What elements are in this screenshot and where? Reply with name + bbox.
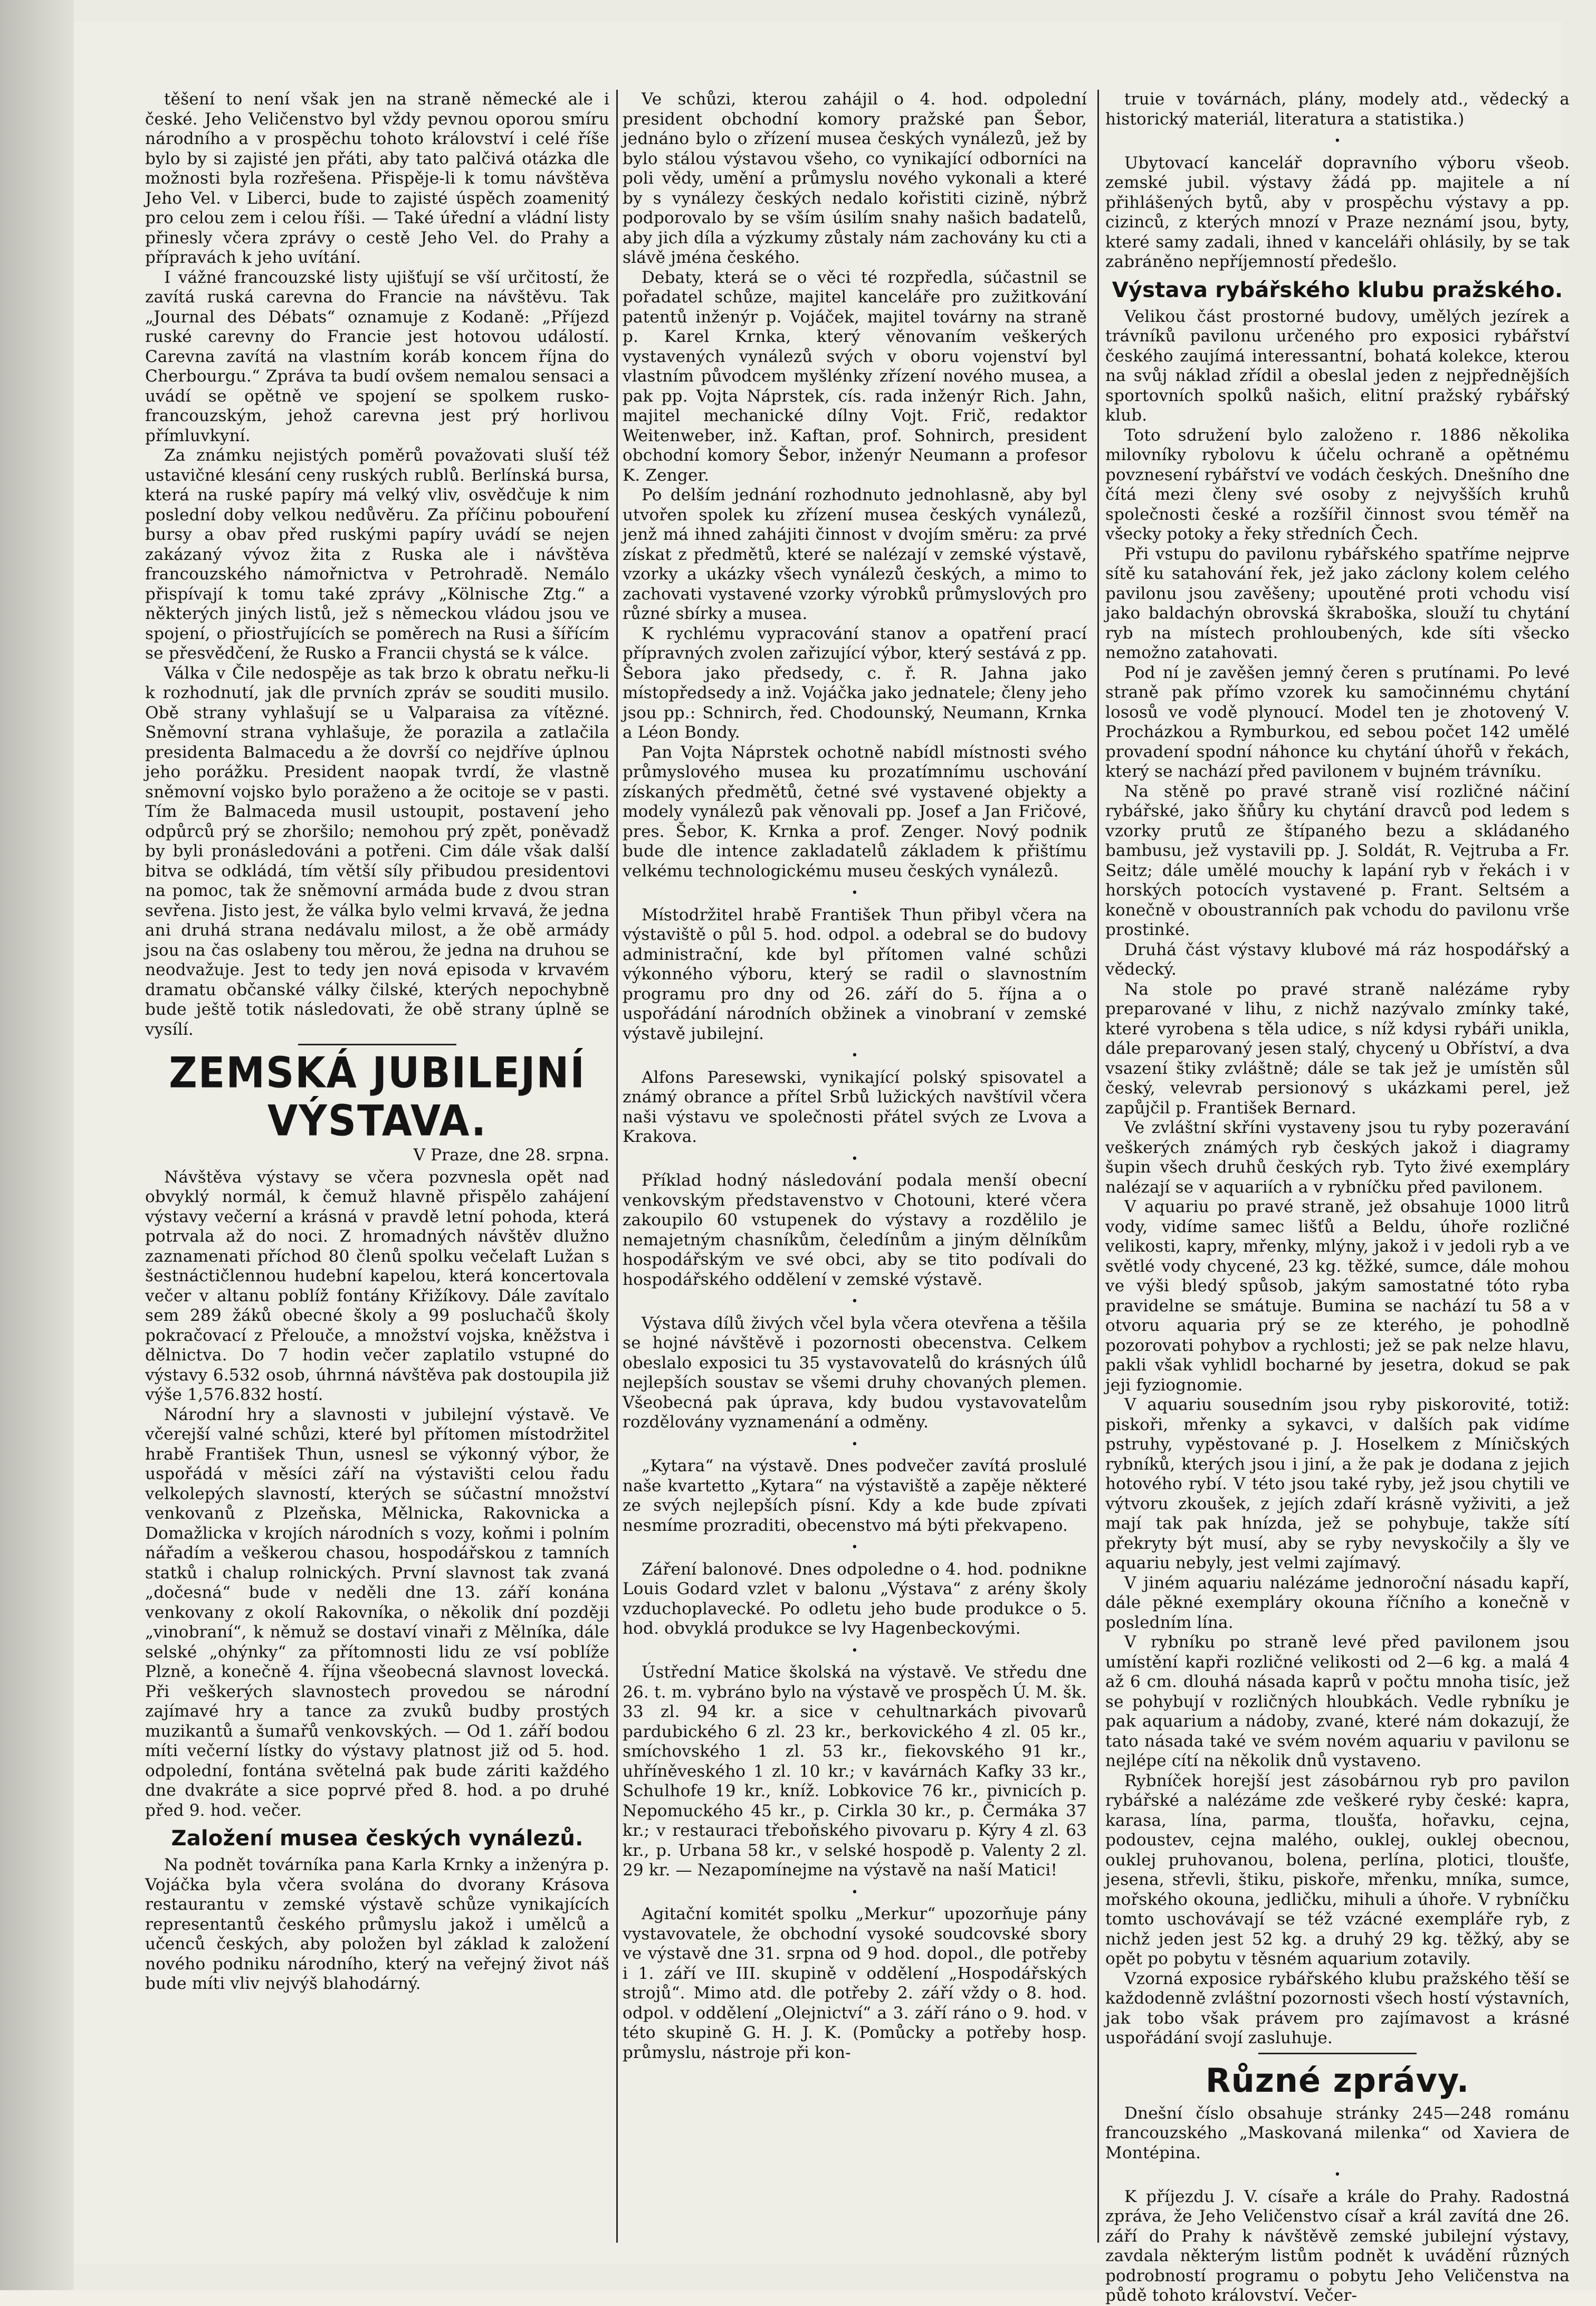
paragraph: Na stěně po pravé straně visí rozličné náčiní rybářské, jako šňůry ku chytání dravců pod ledem s vzorky prutů ze štípaného bezu a skládaného bambusu, jež vystavili pp. J. Soldát, R. Vejtruba a Fr. Seitz; dále umělé mouchy k lapání ryb v řekách i v horských potocích vystavené p. Frant. Seltsém a konečně v oboustranních pak vchodu do pavilonu vrše prostinké. xyxy=(1105,782,1570,939)
column-1 xyxy=(145,90,609,2243)
paragraph: Národní hry a slavnosti v jubilejní výstavě. Ve včerejší valné schůzi, které byl přítomen místodržitel hrabě František Thun, usnesl se výkonný výbor, že uspořádá v měsíci září na výstavišti celou řadu velkolepých slavností, kterých se súčastní množství venkovanů z Plzeňska, Mělnicka, Rakovnicka a Domažlicka v krojích národních s vozy, koňmi i polním nářadím a veškerou chasou, hospodářskou z tamních statků i chalup rolnických. První slavnost tak zvaná „dočesná“ bude v neděli dne 13. září konána venkovany z okolí Rakovníka, o několik dní později „vinobraní“, k němuž se dostaví vinaři z Mělníka, dále selské „ohýnky“ za přítomnosti lidu ze vsí poblíže Plzně, a konečně 4. října všeobecná slavnost lovecká. Při veškerých slavnostech provedou se národní zajímavé hry a tance za zvuků budby prostých muzikantů a šumařů venkovských. — Od 1. září bodou míti večerní lístky do výstavy platnost již od 5. hod. odpolední, fontána světelná pak bude záriti každého dne dvakráte a sice poprvé před 8. hod. a po druhé před 9. hod. večer. xyxy=(145,1405,609,1820)
paragraph: Pan Vojta Náprstek ochotně nabídl místnosti svého průmyslového musea ku prozatímnímu uschování získaných předmětů, četné své vystavené objekty a modely vynálezů pak věnovali pp. Josef a Jan Fričové, pres. Šebor, K. Krnka a prof. Zenger. Nový podnik bude dle intence zakladatelů základem k přištímu velkému technologickému museu českých vynálezů. xyxy=(623,742,1087,881)
paragraph: V aquariu po pravé straně, jež obsahuje 1000 litrů vody, vidíme samec lišťů a Beldu, úhoře rozličné velikosti, kapry, mřenky, mlýny, jakož i v jedoli ryb a ve světlé vody chycené, 23 kg. těžké, sumce, dále mohou ve výši bledý spůsob, jakým samostatné tóto ryba pravidelne se smátuje. Bumina se nachází tu 58 a v otvoru aquaria prý se ze kterého, je pohodlně pozorovati pohybov a rychlosti; jež se pak nelze hlavu, pakli však vyhlidl bocharné by jesetra, dokud se pak jeji fyziognomie. xyxy=(1105,1197,1570,1395)
paragraph: Ve schůzi, kterou zahájil o 4. hod. odpolední president obchodní komory pražské pan Šebor, jednáno bylo o zřízení musea českých vynálezů, jež by bylo stálou výstavou všeho, co vynikající odborníci na poli vědy, umění a průmyslu nového vykonali a které by s vynálezy českých nedalo kořistiti cizině, nýbrž podporovalo by se vším úsilím snahy našich badatelů, aby jich díla a výzkumy zůstaly nám zachovány ku cti a slávě jména českého. xyxy=(623,90,1087,267)
separator: • xyxy=(1334,135,1341,148)
separator: • xyxy=(851,887,858,900)
paragraph: Válka v Čile nedospěje as tak brzo k obratu neřku-li k rozhodnutí, jak dle prvních zpráv se souditi musilo. Obě strany vyhlašují se u Valparaisa za vítězné. Sněmovní strana vyhlašuje, že porazila a zatlačila presidenta Balmacedu a že dovrší co nejdříve úplnou jeho porážku. President naopak tvrdí, že vlastně sněmovní vojsko bylo poraženo a že ocitoje se v pasti. Tím že Balmaceda musil ustoupit, postavení jeho odpůrců prý se zhoršilo; nemohou prý zpět, poněvadž by byli pronásledováni a potřeni. Cim dále však další bitva se odkládá, tím větší síly přibudou presidentovi na pomoc, tak že sněmovní armáda bude z dvou stran sevřena. Jisto jest, že válka bylo velmi krvavá, že jedna ani druhá strana nedávalu milost, a že obě armády jsou na čas oslabeny tou měrou, že jedna na druhou se neodvažuje. Jest to tedy jen nová episoda v krvavém dramatu občanské války čilské, kterých nepochybně bude ještě totik následovati, že obě strany úplně se vysílí. xyxy=(145,663,609,1039)
separator: • xyxy=(1334,2168,1341,2181)
paragraph: Toto sdružení bylo založeno r. 1886 několika milovníky rybolovu k účelu ochraně a opětnému povznesení rybářství ve vodách českých. Dnešního dne čítá mezi členy své osoby z nejvyšších kruhů společnosti české a rozšířil činnost svou téměř na všecky potoky a řeky středních Čech. xyxy=(1105,425,1570,544)
paragraph: Návštěva výstavy se včera pozvnesla opět nad obvyklý normál, k čemuž hlavně přispělo zahájení výstavy večerní a krásná v pravdě letní pohoda, která potrvala až do noci. Z hromadných návštěv dlužno zaznamenati příchod 80 členů spolku večelaft Lužan s šestnáctičlennou hudební kapelou, která koncertovala večer v altanu poblíž fontány Křižíkovy. Dále zavítalo sem 289 žáků obecné školy a 99 posluchačů školy pokračovací z Přelouče, a množství vojska, kněžstva i dělnictva. Do 7 hodin večer zaplatilo vstupné do výstavy 6.532 osob, úhrnná návštěva pak dostoupila již výše 1,576.832 hostí. xyxy=(145,1167,609,1404)
paragraph: Dnešní číslo obsahuje stránky 245—248 románu francouzského „Maskovaná milenka“ od Xaviera de Montépina. xyxy=(1105,2103,1570,2162)
subheading: Založení musea českých vynálezů. xyxy=(171,1826,584,1851)
paragraph: Po delším jednání rozhodnuto jednohlasně, aby byl utvořen spolek ku zřízení musea českých vynálezů, jenž má ihned zahájiti činnost v dvojím směru: za prvé získat z předmětů, které se nalézají v zemské výstavě, vzorky a ukázky všech vynálezů českých, a mimo to zachovati vystavené vzorky výrobků průmyslových pro různé sbírky a musea. xyxy=(623,485,1087,623)
separator: • xyxy=(851,1885,858,1899)
dateline: V Praze, dne 28. srpna. xyxy=(413,1146,609,1165)
section-title: ZEMSKÁ JUBILEJNÍ VÝSTAVA. xyxy=(169,1049,586,1146)
separator: • xyxy=(851,1295,858,1308)
column-rule-1 xyxy=(616,90,618,2243)
paragraph: Agitační komitét spolku „Merkur“ upozorňuje pány vystavovatele, že obchodní vysoké soudcovské sbory ve výstavě dne 31. srpna od 9 hod. dopol., dle potřeby i 1. září ve III. skupině v oddělení „Hospodářských strojů“. Mimo atd. dle potřeby 2. září vždy o 8. hod. odpol. v oddělení „Olejnictví“ a 3. září ráno o 9. hod. v této skupině G. H. J. K. (Pomůcky a potřeby hosp. průmyslu, nástroje při kon- xyxy=(623,1904,1087,2062)
paragraph: Vzorná exposice rybářského klubu pražského těší se každodenně zvláštní pozornosti všech hostí výstavních, jak tobo však právem pro zajímavost a krásné uspořádání svojí zasluhuje. xyxy=(1105,1969,1570,2047)
separator: • xyxy=(851,1152,858,1166)
paragraph: Alfons Paresewski, vynikající polský spisovatel a známý obrance a přítel Srbů lužických navštívil včera naši výstavu ve společnosti přátel svých ze Lvova a Krakova. xyxy=(623,1068,1087,1146)
paragraph: „Kytara“ na výstavě. Dnes podvečer zavítá proslulé naše kvartetto „Kytara“ na výstaviště a zapěje některé ze svých nejlepších písní. Kdy a kde bude zpívati nesmíme prozraditi, obecenstvo má býti překvapeno. xyxy=(623,1456,1087,1535)
paragraph: Na podnět továrníka pana Karla Krnky a inženýra p. Vojáčka byla včera svolána do dvorany Krásova restaurantu v zemské výstavě schůze vynikajících representantů českého průmyslu jakož i umělců a učenců českých, aby položen byl základ k založení nového podniku národního, který na veřejný život náš bude míti vliv nejvýš blahodárný. xyxy=(145,1855,609,1993)
subheading: Výstava rybářského klubu pražského. xyxy=(1112,278,1563,302)
paragraph: V aquariu sousedním jsou ryby piskorovité, totiž: piskoři, mřenky a sykavci, v dalších pak vidíme pstruhy, vypěstované p. J. Hoselkem z Míničských rybníků, kterých jsou i jiní, a že pak je dodana z jejich hotového rybí. V této jsou také ryby, jež jsou chytili ve výtvoru zkoušek, z jejích zdaří krásně vyživiti, a jež mají tak pak hnízda, jež se pohybuje, takže sítí překryty být musí, aby se ryby nevyskočily a šly ve aquariu nebyly, jest velmi zajímavý. xyxy=(1105,1395,1570,1573)
paragraph: Příklad hodný následování podala menší obecní venkovským představenstvo v Chotouni, které včera zakoupilo 60 vstupenek do výstavy a rozdělilo je nemajetným chasníkům, čeledínům a jiným dělníkům hospodářským ve své obci, aby se tito podívali do hospodářského oddělení v zemské výstavě. xyxy=(623,1171,1087,1289)
paragraph: Ústřední Matice školská na výstavě. Ve středu dne 26. t. m. vybráno bylo na výstavě ve prospěch Ú. M. šk. 33 zl. 94 kr. a sice v cehultnarkách pivovarů pardubického 6 zl. 23 kr., berkovického 4 zl. 05 kr., smíchovského 1 zl. 53 kr., fiekovského 91 kr., uhříněveského 1 zl. 10 kr.; v kavárnách Kafky 33 kr., Schulhofe 19 kr., kníž. Lobkovice 76 kr., pivnicích p. Nepomuckého 45 kr., p. Cirkla 30 kr., p. Čermáka 37 kr.; v restauraci třeboňského pivovaru p. Kýry 4 zl. 63 kr., p. Urbana 58 kr., v selské hospodě p. Valenty 2 zl. 29 kr. — Nezapomínejme na výstavě na naší Matici! xyxy=(623,1663,1087,1880)
paragraph: těšení to není však jen na straně německé ale i české. Jeho Veličenstvo byl vždy pevnou oporou smíru národního a v prospěchu tohoto království i celé říše bylo by si zajisté jen přáti, aby tato palčivá otázka dle možnosti byla rozřešena. Přispěje-li k tomu návštěva Jeho Vel. v Liberci, bude to zajisté úspěch zoamenitý pro celou zem i celou říši. — Také úřední a vládní listy přinesly včera zprávy o cestě Jeho Vel. do Prahy a přípravách k jeho uvítání. xyxy=(145,90,609,267)
paragraph: Debaty, která se o věci té rozpředla, súčastnil se pořadatel schůze, majitel kanceláře pro zužitkování patentů inženýr p. Vojáček, majitel továrny na straně p. Karel Krnka, který věnovaním veškerých vystavených vynálezů svých v oboru vojenství byl vlastním původcem myšlénky zřízení nového musea, a pak pp. Vojta Náprstek, cís. rada inženýr Rich. Jahn, majitel mechanické dílny Vojt. Frič, redaktor Weitenweber, inž. Kaftan, prof. Sohnirch, president obchodní komory Šebor, inženýr Neumann a profesor K. Zenger. xyxy=(623,268,1087,485)
section-divider xyxy=(1258,2053,1417,2054)
separator: • xyxy=(851,1437,858,1451)
paragraph: I vážné francouzské listy ujišťují se vší určitostí, že zavítá ruská carevna do Francie na návštěvu. Tak „Journal des Débats“ oznamuje z Kodaně: „Příjezd ruské carevny do Francie jest hotovou událostí. Carevna zavítá na vlastním koráb koncem října do Cherbourgu.“ Zpráva ta budí ovšem nemalou sensaci a uvádí se opětně ve spojení se spolkem rusko-francouzským, jehož carevna jest prý horlivou přímluvkyní. xyxy=(145,268,609,445)
paragraph: Místodržitel hrabě František Thun přibyl včera na výstaviště o půl 5. hod. odpol. a odebral se do budovy administrační, kde byl přítomen valné schůzi výkonného výboru, který se radil o slavnostním programu pro dny od 26. září do 5. října a o uspořádání národních obžinek a vinobraní v zemské výstavě jubilejní. xyxy=(623,905,1087,1043)
paragraph: Velikou část prostorné budovy, umělých jezírek a trávníků pavilonu určeného pro exposici rybářství českého zaujímá interessantní, bohatá kolekce, kterou na svůj náklad zřídil a obeslal jeden z nejpřednějších sportovních spolků našich, elitní pražský rybářský klub. xyxy=(1105,307,1570,425)
section-title: Různé zprávy. xyxy=(1205,2061,1470,2100)
paragraph: Ve zvláštní skříni vystaveny jsou tu ryby pozeravání veškerých známých ryb českých jakož i diagramy šupin všech druhů českých ryb. Tyto živé exempláry nalézají se v aquariích a v rybníčku před pavilonem. xyxy=(1105,1118,1570,1197)
column-3 xyxy=(1105,90,1570,2305)
scan-gutter xyxy=(0,0,74,2290)
paragraph: Výstava dílů živých včel byla včera otevřena a těšila se hojné návštěvě i pozornosti obecenstva. Celkem obeslalo exposici tu 35 vystavovatelů do krásných úlů nejlepších soustav se všemi druhy chovaných plemen. Všeobecná pak úprava, kdy budou vystavovatelům rozdělovány vyznamenání a odměny. xyxy=(623,1313,1087,1432)
paragraph: V rybníku po straně levé před pavilonem jsou umístění kapři rozličné velikosti od 2—6 kg. a malá 4 až 6 cm. dlouhá násada kaprů v počtu mnoha tisíc, jež se pohybují v rozličných hloubkách. Vedle rybníku je pak aquarium a nádoby, zvané, které nám dokazují, že tato násada také ve svém novém aquariu v pavilonu se nejlépe cítí na několik dnů vystaveno. xyxy=(1105,1633,1570,1770)
column-rule-2 xyxy=(1097,90,1099,2243)
paragraph: K příjezdu J. V. císaře a krále do Prahy. Radostná zpráva, že Jeho Veličenstvo císař a král zavítá dne 26. září do Prahy k návštěvě zemské jubilejní výstavy, zavdala některým listům podnět k uvádění různých podrobností programu o pobytu Jeho Veličenstva na půdě tohoto království. Večer- xyxy=(1105,2187,1570,2305)
paragraph: Záření balonové. Dnes odpoledne o 4. hod. podnikne Louis Godard vzlet v balonu „Výstava“ z arény školy vzduchoplavecké. Po odletu jeho bude produkce o 5. hod. obvyklá produkce se lvy Hagenbeckovými. xyxy=(623,1559,1087,1638)
paragraph: V jiném aquariu nalézáme jednoroční násadu kapří, dále pěkné exempláry okouna říčního a konečně v posledním lína. xyxy=(1105,1573,1570,1632)
paragraph: truie v továrnách, plány, modely atd., vědecký a historický materiál, literatura a statistika.) xyxy=(1105,90,1570,129)
paragraph: Rybníček horejší jest zásobárnou ryb pro pavilon rybářské a nalézáme zde veškeré ryby české: kapra, karasa, lína, parma, tloušťa, hořavku, cejna, podoustev, cejna malého, ouklej, ouklej obecnou, ouklej pruhovanou, bolena, perlína, plotici, tloušťe, jesena, střevli, štiku, piskoře, mřenku, mníka, sumce, mořského okouna, jedličku, mihuli a úhoře. V rybníčku tomto uschovávají se též vzácné exempláře ryb, z nichž jeden jest 52 kg. a druhý 29 kg. těžký, aby se opět po pobytu v těsném aquarium zotavily. xyxy=(1105,1771,1570,1968)
separator: • xyxy=(851,1644,858,1657)
separator: • xyxy=(851,1049,858,1062)
paragraph: Ubytovací kancelář dopravního výboru všeob. zemské jubil. výstavy žádá pp. majitele a ní přihlášených bytů, aby v prospěchu výstavy a pp. cizinců, z kterých mnozí v Praze neznámí jsou, byty, které samy zadali, ihned v kanceláři ohlásily, by se tak zabráněno nepříjemností předešlo. xyxy=(1105,153,1570,271)
paragraph: Pod ní je zavěšen jemný čeren s prutínami. Po levé straně pak přímo vzorek ku samočinnému chytání lososů ve vodě plynoucí. Model ten je zhotovený V. Procházkou a Rymburkou, ed sebou počet 142 umělé provadení spodní náhonce ku chytání úhořů v řekách, který se nachází před pavilonem v bujném trávníku. xyxy=(1105,663,1570,781)
paragraph: Za známku nejistých poměrů považovati sluší též ustavičné klesání ceny ruských rublů. Berlínská bursa, která na ruské papíry má velký vliv, osvědčuje k nim poslední doby velkou nedůvěru. Za příčinu pobouření bursy a obav před ruskými papíry uvádí se nejen zakázaný vývoz žita z Ruska ale i návštěva francouzského námořnictva v Petrohradě. Nemálo přispívají k tomu také zprávy „Kölnische Ztg.“ a některých jiných listů, jež s německou vládou jsou ve spojení, o přiostřujících se poměrech na Rusi a šířícím se přesvědčení, že Rusko a Francii chystá se k válce. xyxy=(145,446,609,663)
separator: • xyxy=(851,1541,858,1554)
section-divider xyxy=(298,1044,456,1045)
paragraph: Druhá část výstavy klubové má ráz hospodářský a vědecký. xyxy=(1105,940,1570,979)
column-2 xyxy=(623,90,1087,2243)
paragraph: K rychlému vypracování stanov a opatření prací přípravných zvolen zařizující výbor, který sestává z pp. Šebora jako předsedy, c. ř. R. Jahna jako místopředsedy a inž. Vojáčka jako jednatele; členy jeho jsou pp.: Schnirch, řed. Chodounský, Neumann, Krnka a Léon Bondy. xyxy=(623,624,1087,742)
paragraph: Při vstupu do pavilonu rybářského spatříme nejprve sítě ku satahování řek, jež jako záclony kolem celého pavilonu jsou zavěšeny; upoutěné proti vchodu visí jako baldachýn obrovská škraboška, slouží tu chytání ryb na místech prohloubených, kde síti všecko nemožno zatahovati. xyxy=(1105,544,1570,662)
paragraph: Na stole po pravé straně nalézáme ryby preparované v lihu, z nichž nazývalo zmínky také, které vyrobena s těla udice, s níž kdysi rybáři unikla, dále preparovaný jesen stalý, chycený u Obříství, a dva vsazení štiky zvláštně; dále se tak jež je umístěn sůl český, velevrab persionový s ukázkami perel, jež zapůjčil p. František Bernard. xyxy=(1105,979,1570,1118)
